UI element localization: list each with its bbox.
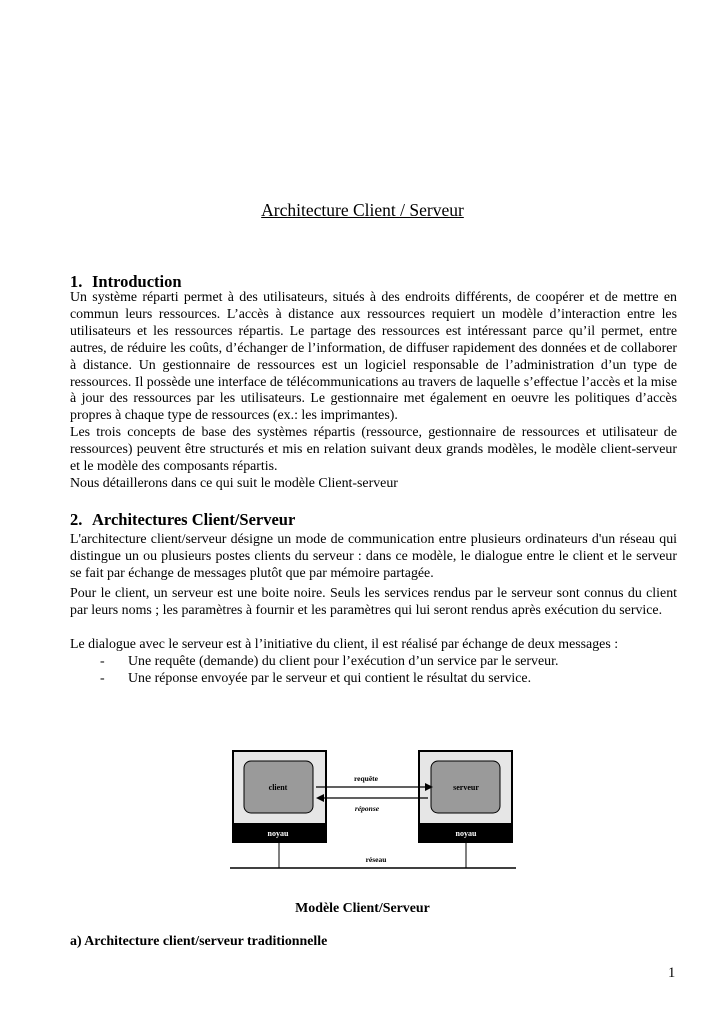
bullet-list: [100, 654, 660, 688]
figure-caption: Modèle Client/Serveur: [295, 901, 430, 916]
paragraph: Le dialogue avec le serveur est à l’initiative du client, il est réalisé par échange de deux messages :: [70, 637, 619, 652]
paragraph: Les trois concepts de base des systèmes répartis (ressource, gestionnaire de ressources et utilisateur de ressources) peuvent être structurés et mis en relation suivant deux grands modèles, le modèle client-serveur et le modèle des composants répartis.: [70, 425, 677, 474]
request-label: requête: [353, 774, 379, 783]
section-number: 1.: [70, 272, 83, 291]
paragraph: Un système réparti permet à des utilisateurs, situés à des endroits différents, de coopérer et de mettre en commun leurs ressources. L’accès à distance aux ressources requiert un modèle d’interaction entre les utilisateurs et les ressources répartis. Le partage des ressources est intéressant parce qu’il permet, entre autres, de réduire les coûts, d’échanger de l’information, de diffuser rapidement des données et de collaborer à distance. Un gestionnaire de ressources est un logiciel responsable de l’administration d’un type de ressources. Il possède une interface de télécommunications au travers de laquelle s’effectue l’accès et la mise à jour des ressources par les utilisateurs. Le gestionnaire met également en oeuvre les politiques d’accès propres à chaque type de ressources (ex.: les imprimantes).: [70, 290, 677, 424]
paragraph: Pour le client, un serveur est une boite noire. Seuls les services rendus par le serveur sont connus du client par leurs noms ; les paramètres à fournir et les paramètres qui lui seront rendus après exécution du service.: [70, 586, 677, 618]
left-kernel-label: noyau: [267, 829, 289, 838]
section-heading-introduction: [70, 272, 182, 292]
response-label: réponse: [354, 804, 380, 813]
section-number: 2.: [70, 510, 83, 529]
bullet-text: Une requête (demande) du client pour l’exécution d’un service par le serveur.: [128, 654, 559, 669]
bullet-marker: -: [100, 670, 105, 686]
section-title: Introduction: [92, 272, 182, 291]
bullet-marker: -: [100, 654, 105, 669]
paragraph: L'architecture client/serveur désigne un mode de communication entre plusieurs ordinateurs d'un réseau qui distingue un ou plusieurs postes clients du serveur : dans ce modèle, le dialogue entre le client et le serveur se fait par échange de messages plutôt que par mémoire partagée.: [70, 532, 677, 581]
right-kernel-label: noyau: [455, 829, 477, 838]
section-heading-architectures: [70, 510, 295, 530]
subsection-heading: a) Architecture client/serveur traditionnelle: [70, 934, 328, 949]
page-number: 1: [668, 965, 676, 981]
bullet-text: Une réponse envoyée par le serveur et qui contient le résultat du service.: [128, 670, 532, 686]
client-label: client: [268, 783, 288, 792]
list-item: [100, 671, 660, 688]
section-title: Architectures Client/Serveur: [92, 510, 296, 529]
server-label: serveur: [453, 783, 479, 792]
document-title: Architecture Client / Serveur: [261, 200, 464, 220]
list-item: [100, 654, 660, 671]
client-server-diagram: [230, 750, 517, 870]
paragraph: Nous détaillerons dans ce qui suit le modèle Client-serveur: [70, 476, 398, 491]
network-label: réseau: [365, 855, 387, 864]
